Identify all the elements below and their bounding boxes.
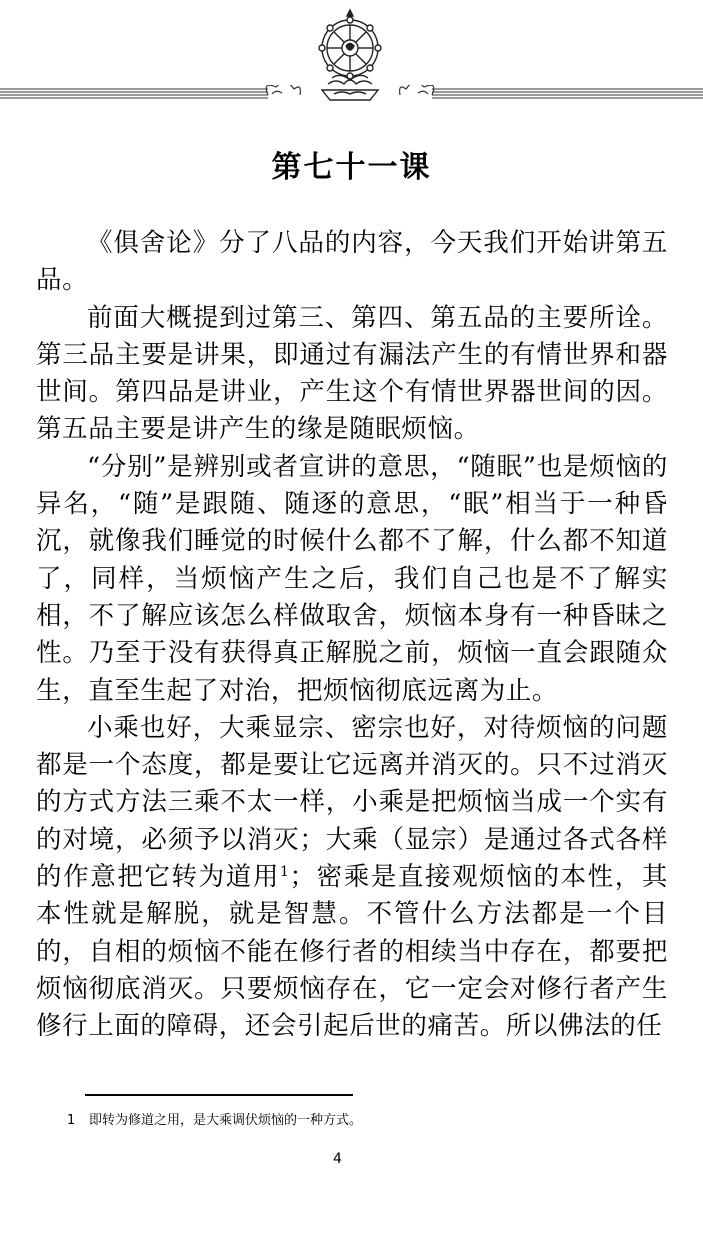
paragraph: 《俱舍论》分了八品的内容，今天我们开始讲第五品。 — [36, 228, 668, 296]
body-text — [36, 225, 668, 1046]
chapter-title: 第七十一课 — [271, 150, 432, 185]
paragraph: “分别”是辨别或者宣讲的意思，“随眠”也是烦恼的异名，“随”是跟随、随逐的意思，“眠”相当于一种昏沉，就像我们睡觉的时候什么都不了解，什么都不知道了，同样，当烦恼产生之后，我们自己也是不了解实相，不了解应该怎么样做取舍，烦恼本身有一种昏昧之性。乃至于没有获得真正解脱之前，烦恼一直会跟随众生，直至生起了对治，把烦恼彻底远离为止。 — [36, 451, 668, 706]
paragraph-text: ；密乘是直接观烦恼的本性，其本性就是解脱，就是智慧。不管什么方法都是一个目的，自相的烦恼不能在修行者的相续当中存在，都要把烦恼彻底消灭。只要烦恼存在，它一定会对修行者产生修行上面的障碍，还会引起后世的痛苦。所以佛法的任 — [36, 862, 669, 1042]
page-number: 4 — [333, 1151, 342, 1167]
dharma-wheel-icon — [300, 8, 400, 104]
paragraph-text: 小乘也好，大乘显宗、密宗也好，对待烦恼的问题都是一个态度，都是要让它远离并消灭的。只不过消灭的方式方法三乘不太一样，小乘是把烦恼当成一个实有的对境，必须予以消灭；大乘（显宗）是通过各式各样的作意把它转为道用 — [36, 712, 668, 893]
footnote-divider — [85, 1094, 353, 1096]
footnote-text: 即转为修道之用，是大乘调伏烦恼的一种方式。 — [89, 1113, 363, 1128]
footnote-reference[interactable]: 1 — [279, 864, 290, 881]
paragraph — [36, 710, 668, 1046]
footnote-number: 1 — [67, 1113, 76, 1128]
footnote — [67, 1109, 667, 1128]
paragraph: 前面大概提到过第三、第四、第五品的主要所诠。第三品主要是讲果，即通过有漏法产生的有情世界和器世间。第四品是讲业，产生这个有情世界器世间的因。第五品主要是讲产生的缘是随眠烦恼。 — [36, 302, 668, 445]
